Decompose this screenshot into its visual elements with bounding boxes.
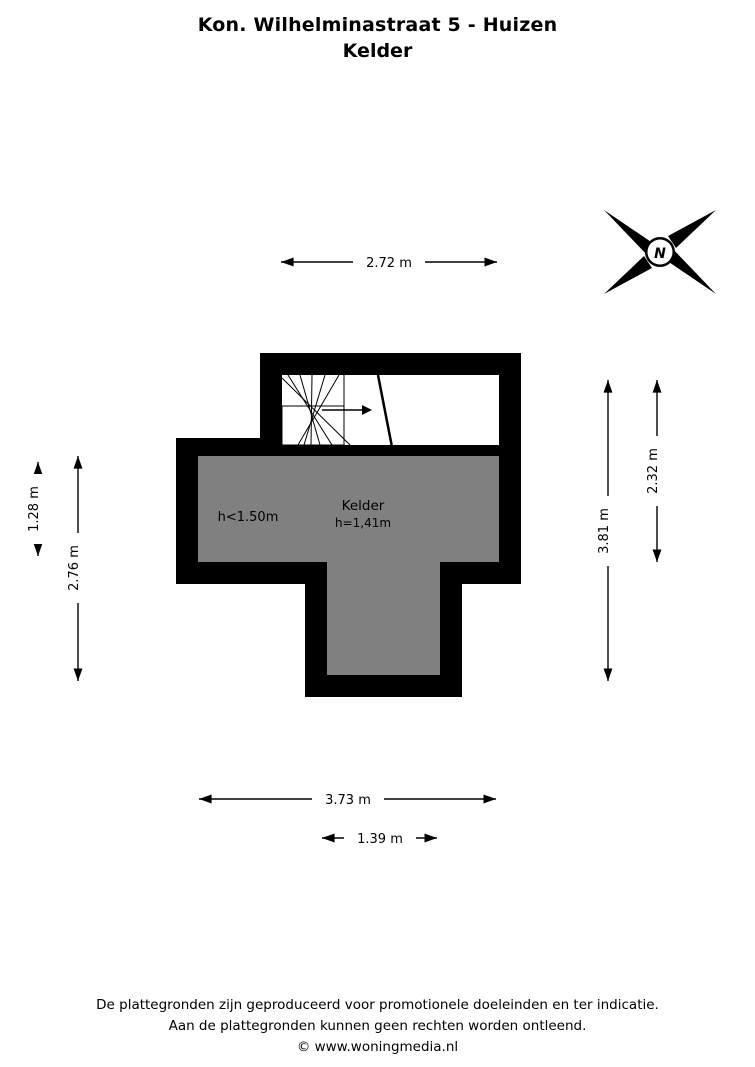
dimension-left-inner-label: 1.28 m xyxy=(27,486,42,532)
dimension-top xyxy=(281,252,497,272)
dimension-right-outer xyxy=(597,380,618,681)
dimension-bottom-outer-label: 3.73 m xyxy=(325,793,371,808)
dimension-left-outer-label: 2.76 m xyxy=(67,545,82,591)
dimension-bottom-inner xyxy=(322,828,437,848)
dimension-left-inner xyxy=(27,462,48,556)
footer-line-1: De plattegronden zijn geproduceerd voor promotionele doeleinden en ter indicatie. xyxy=(96,997,659,1013)
room-label: Kelder xyxy=(341,498,385,514)
dimension-right-inner xyxy=(646,380,667,562)
compass-label: N xyxy=(654,246,666,262)
dimension-left-outer xyxy=(67,456,88,681)
footer-copyright: © www.woningmedia.nl xyxy=(296,1039,459,1055)
dimension-right-inner-label: 2.32 m xyxy=(646,448,661,494)
dimension-bottom-inner-label: 1.39 m xyxy=(357,832,403,847)
footer-line-2: Aan de plattegronden kunnen geen rechten worden ontleend. xyxy=(168,1018,587,1034)
dimension-right-outer-label: 3.81 m xyxy=(597,508,612,554)
room-height-label: h=1,41m xyxy=(334,516,392,530)
dimension-bottom-outer xyxy=(199,789,496,809)
title-address: Kon. Wilhelminastraat 5 - Huizen xyxy=(197,14,558,36)
low-height-label: h<1.50m xyxy=(217,510,279,525)
compass-icon xyxy=(604,210,716,294)
dimension-top-label: 2.72 m xyxy=(366,256,412,271)
footer-disclaimer xyxy=(0,995,755,1058)
title-floor: Kelder xyxy=(342,40,413,62)
